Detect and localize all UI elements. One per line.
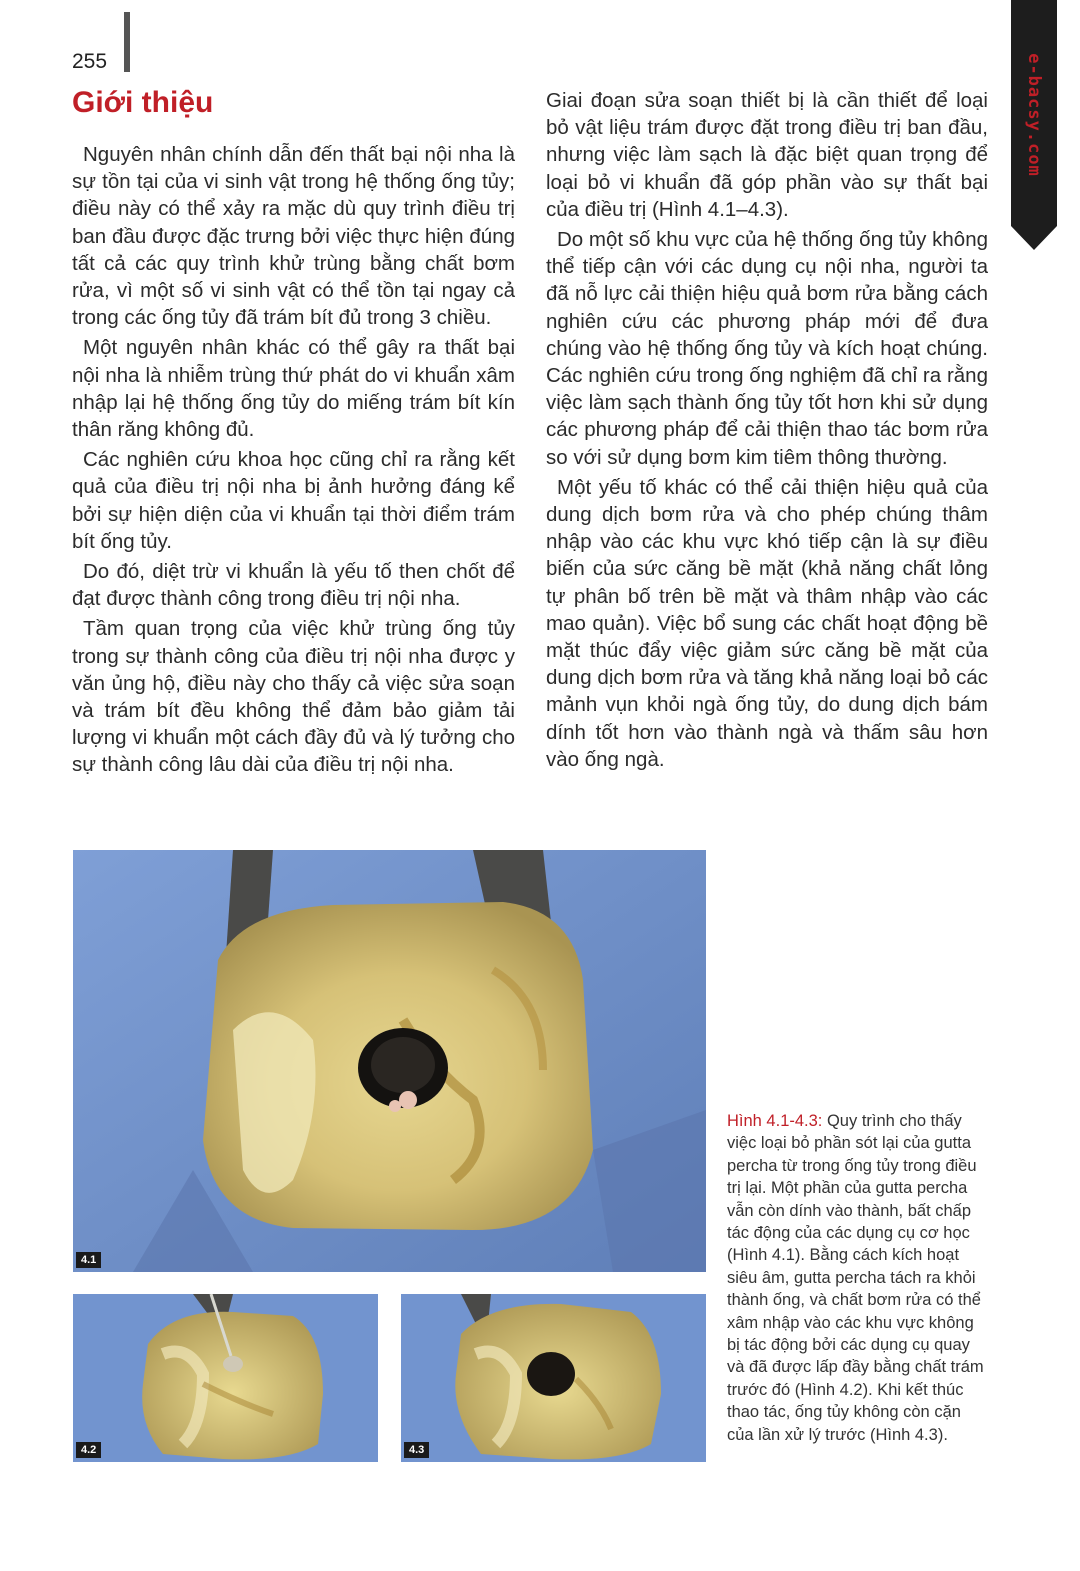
caption-label: Hình 4.1-4.3:	[727, 1112, 823, 1130]
left-column	[72, 141, 515, 782]
section-heading: Giới thiệu	[72, 86, 214, 119]
paragraph: Do đó, diệt trừ vi khuẩn là yếu tố then chốt để đạt được thành công trong điều trị nội nha.	[72, 560, 515, 611]
page-number: 255	[72, 50, 108, 73]
figure-caption	[727, 1110, 989, 1446]
figure-label: 4.3	[404, 1442, 429, 1458]
paragraph: Tầm quan trọng của việc khử trùng ống tủy trong sự thành công của điều trị nội nha được y văn ủng hộ, điều này cho thấy cả việc sửa soạn và trám bít đều không thể đảm bảo giảm tải lượng vi khuẩn một cách đầy đủ và lý tưởng cho sự thành công lâu dài của điều trị nội nha.	[72, 617, 515, 777]
paragraph: Một nguyên nhân khác có thể gây ra thất bại nội nha là nhiễm trùng thứ phát do vi khuẩn xâm nhập lại hệ thống ống tủy do miếng trám bít kín thân răng không đủ.	[72, 336, 515, 442]
paragraph: Do một số khu vực của hệ thống ống tủy không thể tiếp cận với các dụng cụ nội nha, người ta đã nỗ lực cải thiện hiệu quả bơm rửa bằng cách nghiên cứu các phương pháp mới để đưa chúng vào hệ thống ống tủy và kích hoạt chúng. Các nghiên cứu trong ống nghiệm đã chỉ ra rằng việc làm sạch thành ống tủy tốt hơn khi sử dụng các phương pháp để cải thiện thao tác bơm rửa so với sử dụng bơm kim tiêm thông thường.	[546, 228, 988, 469]
tooth-photo-main	[73, 850, 706, 1272]
paragraph: Giai đoạn sửa soạn thiết bị là cần thiết để loại bỏ vật liệu trám được đặt trong điều trị ban đầu, nhưng việc làm sạch là đặc biệt quan trọng để loại bỏ vi khuẩn đã góp phần vào sự thất bại của điều trị (Hình 4.1–4.3).	[546, 89, 988, 221]
tooth-photo-small	[73, 1294, 378, 1462]
paragraph: Một yếu tố khác có thể cải thiện hiệu quả của dung dịch bơm rửa và cho phép chúng thâm nhập vào các khu vực khó tiếp cận là sự điều biến của sức căng bề mặt (khả năng chất lỏng tự phân bố trên bề mặt và thâm nhập vào các mao quản). Việc bổ sung các chất hoạt động bề mặt thúc đẩy việc giảm sức căng bề mặt của dung dịch bơm rửa và tăng khả năng loại bỏ các mảnh vụn khỏi ngà ống tủy, do dung dịch bám dính tốt hơn vào thành ngà và thấm sâu hơn vào ống ngà.	[546, 475, 988, 771]
right-column	[546, 87, 988, 776]
paragraph: Các nghiên cứu khoa học cũng chỉ ra rằng kết quả của điều trị nội nha bị ảnh hưởng đáng kể bởi sự hiện diện của vi khuẩn tại thời điểm trám bít ống tủy.	[72, 448, 515, 553]
figure-4-2	[73, 1294, 378, 1462]
page-number-rule	[124, 12, 130, 72]
paragraph: Nguyên nhân chính dẫn đến thất bại nội nha là sự tồn tại của vi sinh vật trong hệ thống ống tủy; điều này có thể xảy ra mặc dù quy trình điều trị ban đầu được đặc trưng bởi việc thực hiện đúng tất cả các quy trình khử trùng bằng chất bơm rửa, vì một số vi sinh vật có thể tồn tại ngay cả trong các ống tủy đã trám bít đủ trong 3 chiều.	[72, 143, 515, 330]
figure-4-3	[401, 1294, 706, 1462]
figure-label: 4.2	[76, 1442, 101, 1458]
figure-label: 4.1	[76, 1252, 101, 1268]
caption-text: Quy trình cho thấy việc loại bỏ phần sót lại của gutta percha từ trong ống tủy trong điều trị lại. Một phần của gutta percha vẫn còn dính vào thành, bất chấp tác động của các dụng cụ cơ học (Hình 4.1). Bằng cách kích hoạt siêu âm, gutta percha tách ra khỏi thành ống, và chất bơm rửa có thể xâm nhập vào các khu vực không bị tác động bởi các dụng cụ quay và đã được lấp đầy bằng chất trám trước đó (Hình 4.2). Khi kết thúc thao tác, ống tủy không còn cặn của lần xử lý trước (Hình 4.3).	[727, 1112, 984, 1444]
side-tab-text: e-bacsy.com	[1024, 53, 1044, 177]
figure-4-1	[73, 850, 706, 1272]
tooth-photo-small	[401, 1294, 706, 1462]
side-tab	[1011, 0, 1057, 250]
